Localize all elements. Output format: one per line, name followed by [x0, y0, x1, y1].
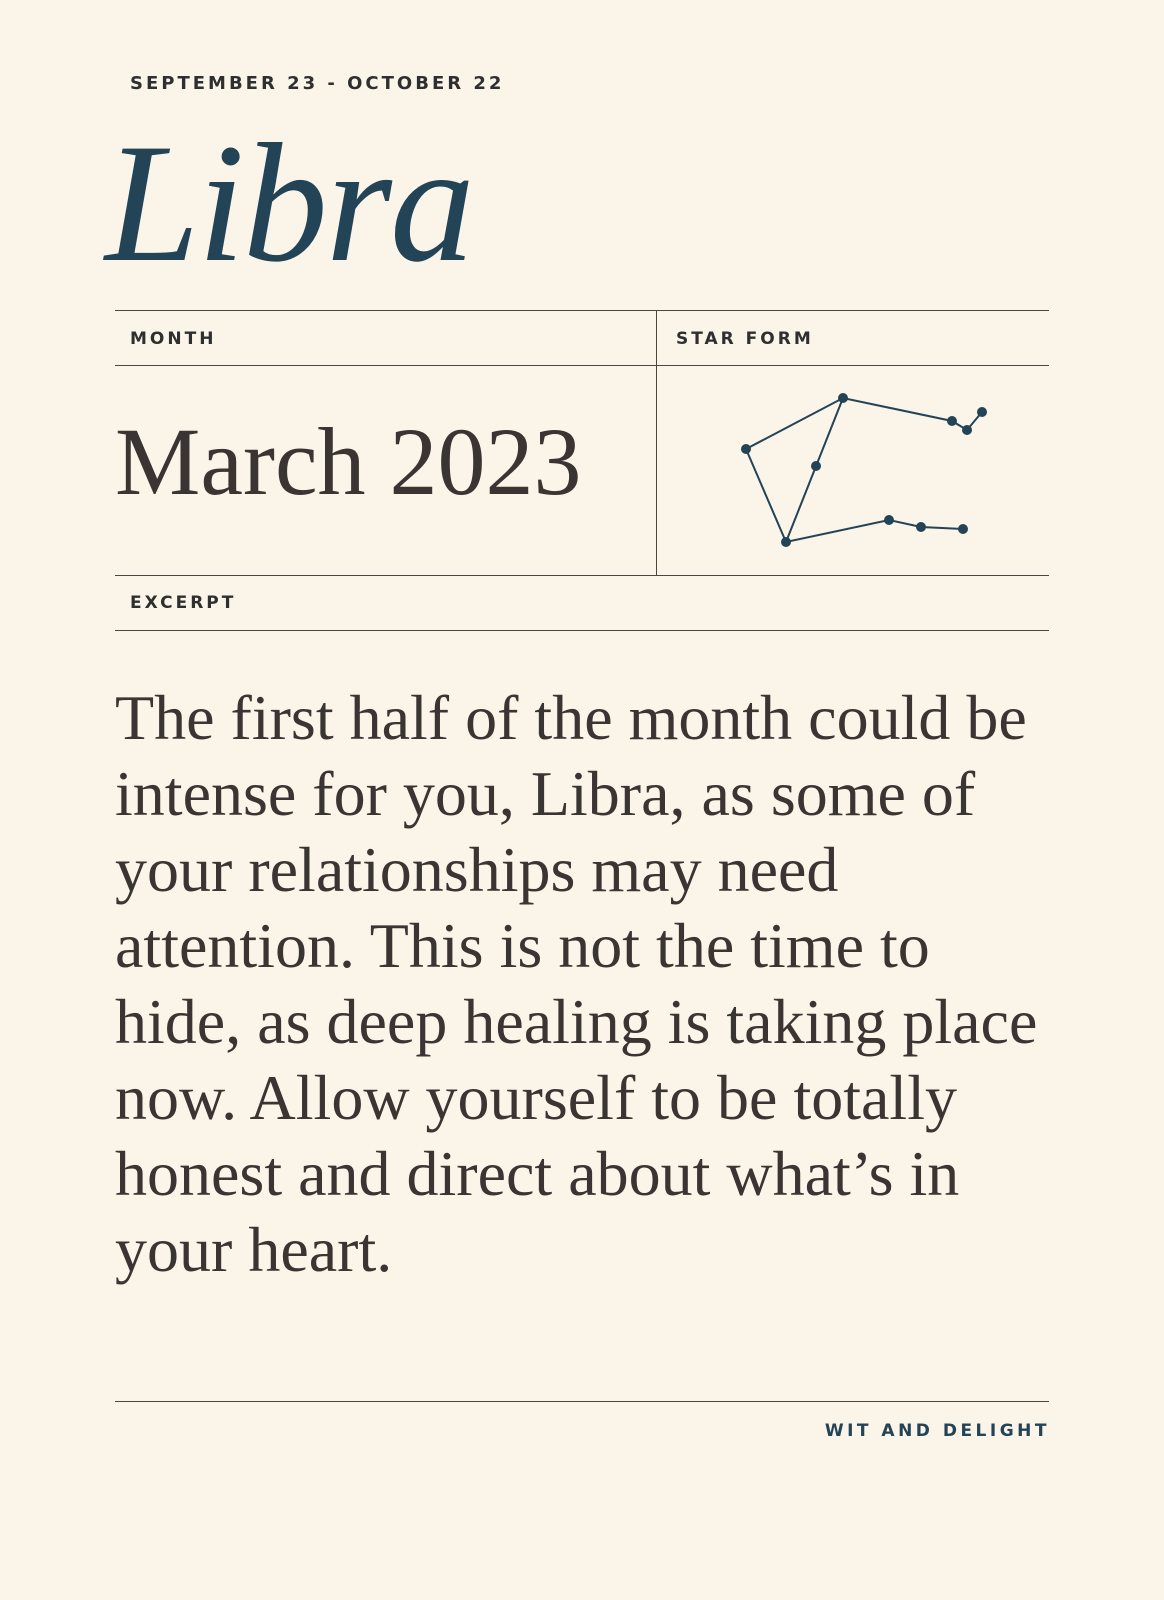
- date-range: SEPTEMBER 23 - OCTOBER 22: [130, 73, 505, 94]
- libra-constellation-icon: [656, 366, 1049, 576]
- month-value: March 2023: [115, 408, 582, 515]
- excerpt-label: EXCERPT: [130, 593, 237, 613]
- brand-name: WIT AND DELIGHT: [824, 1421, 1050, 1441]
- excerpt-text: The first half of the month could be intense for you, Libra, as some of your relationships may need attention. This is not the time to hide, as deep healing is taking place now. Allow yourself to be totally honest and direct about what’s in your heart.: [115, 682, 1038, 1285]
- divider-top: [115, 310, 1049, 311]
- divider-excerpt: [115, 630, 1049, 631]
- star-form-label: STAR FORM: [676, 329, 814, 349]
- month-label: MONTH: [130, 329, 217, 349]
- sign-title: Libra: [105, 109, 473, 297]
- divider-footer: [115, 1401, 1049, 1402]
